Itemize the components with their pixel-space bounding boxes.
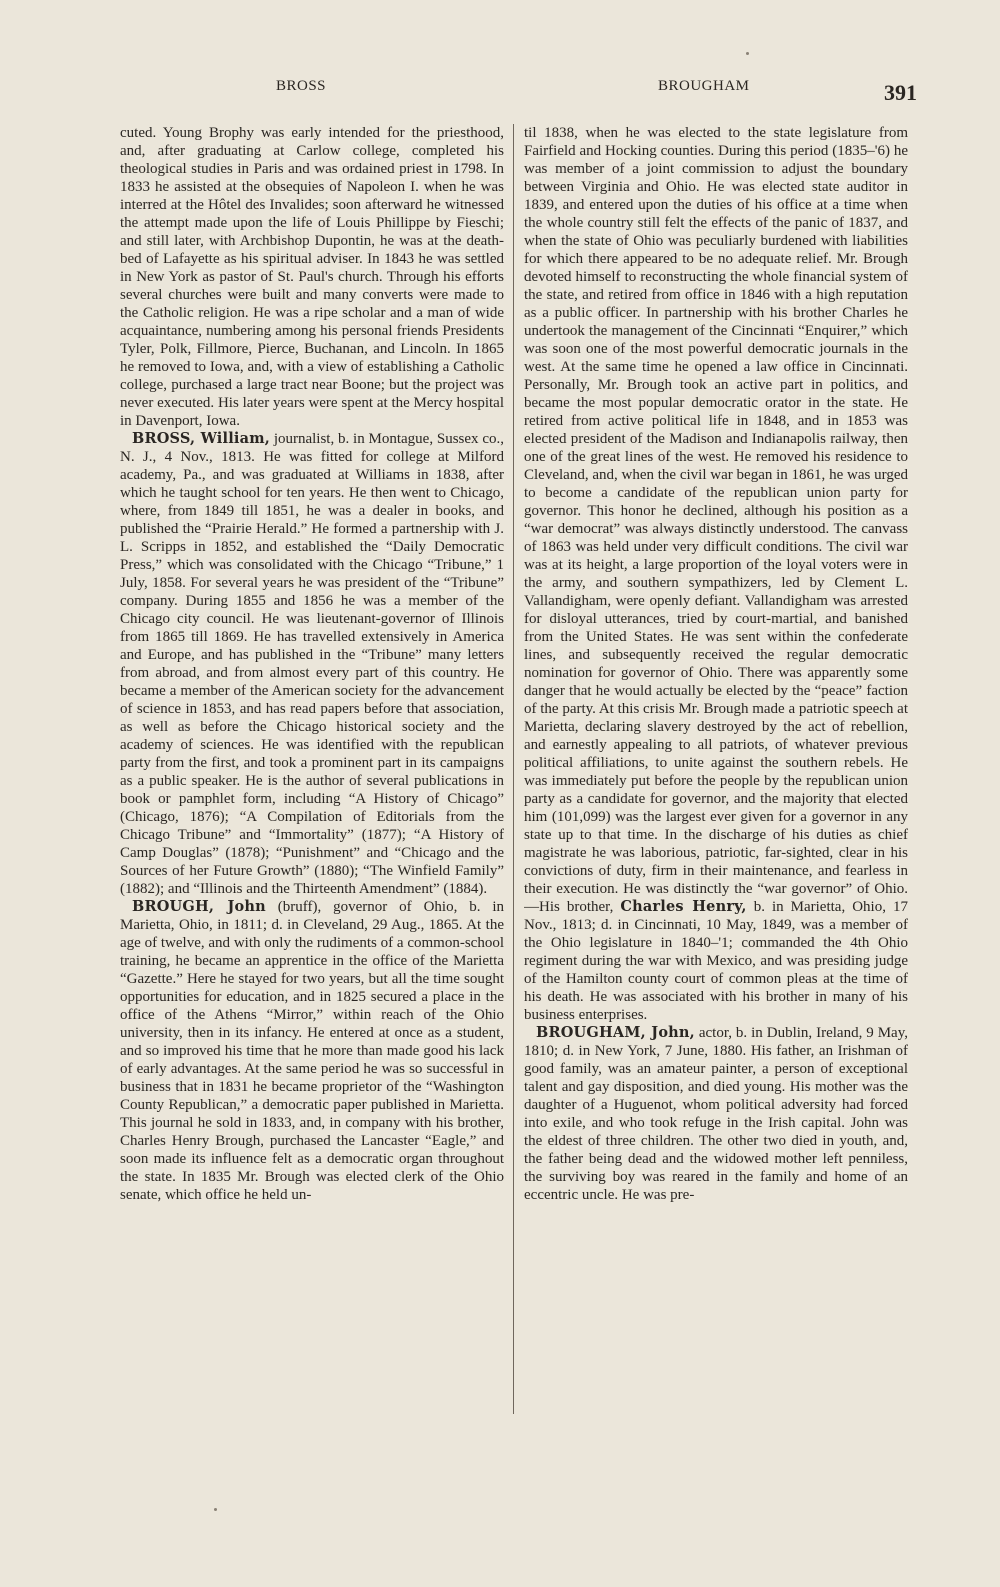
headword-charles-henry: Charles Henry, bbox=[620, 898, 747, 915]
headword-brougham: BROUGHAM, John, bbox=[536, 1024, 695, 1041]
left-column bbox=[120, 124, 504, 1439]
entry-brough-text: (bruff), governor of Ohio, b. in Marietta, Ohio, in 1811; d. in Cleveland, 29 Aug., 1865. At the age of twelve, and with only the rudiments of a common-school training, he became an apprentice in the office of the Marietta “Gazette.” Here he stayed for two years, but all the time sought opportunities for education, and in 1825 secured a place in the office of the Athens “Mirror,” within reach of the Ohio university, then in its infancy. He entered at once as a student, and so improved his time that he more than made good his lack of early advantages. At the same period he was so successful in business that in 1831 he became proprietor of the “Washington County Republican,” a democratic paper published in Marietta. This journal he sold in 1833, and, in company with his brother, Charles Henry Brough, purchased the Lancaster “Eagle,” and soon made its influence felt as a democratic organ throughout the state. In 1835 Mr. Brough was elected clerk of the Ohio senate, which office he held un- bbox=[120, 899, 504, 1203]
brough-continuation bbox=[524, 124, 908, 1024]
entry-brougham bbox=[524, 1024, 908, 1204]
paper-speck bbox=[214, 1508, 217, 1511]
running-head-left: BROSS bbox=[276, 78, 327, 94]
charles-henry-text: b. in Marietta, Ohio, 17 Nov., 1813; d. in Cincinnati, 10 May, 1849, was a member of the Ohio legislature in 1840–'1; commanded the 4th Ohio regiment during the war with Mexico, and was presiding judge of the Hamilton county court of common pleas at the time of his death. He was associated with his brother in many of his business enterprises. bbox=[524, 899, 908, 1023]
entry-brough bbox=[120, 898, 504, 1204]
brough-continuation-text: til 1838, when he was elected to the state legislature from Fairfield and Hocking counties. During this period (1835–'6) he was member of a joint commission to adjust the boundary between Virginia and Ohio. He was elected state auditor in 1839, and entered upon the duties of his office at a time when the whole country still felt the effects of the panic of 1837, and when the state of Ohio was peculiarly burdened with liabilities for which there appeared to be no adequate relief. Mr. Brough devoted himself to reconstructing the whole financial system of the state, and retired from office in 1846 with a high reputation as a public officer. In partnership with his brother Charles he undertook the management of the Cincinnati “Enquirer,” which was soon one of the most powerful democratic journals in the west. At the same time he opened a law office in Cincinnati. Personally, Mr. Brough took an active part in politics, and became the most popular democratic orator in the state. He retired from active political life in 1848, and in 1853 was elected president of the Madison and Indianapolis railway, then one of the great lines of the west. He removed his residence to Cleveland, and, when the civil war began in 1861, he was urged to become a candidate of the republican union party for governor. This honor he declined, although his position as a “war democrat” was always distinctly understood. The canvass of 1863 was held under very difficult conditions. The civil war was at its height, a large proportion of the loyal voters were in the army, and southern sympathizers, led by Clement L. Vallandigham, were openly defiant. Vallandigham was arrested for disloyal utterances, tried by court-martial, and banished from the United States. He was sent within the confederate lines, and subsequently received the regular democratic nomination for governor of Ohio. There was apparently some danger that he would actually be elected by the “peace” faction of the party. At this crisis Mr. Brough made a patriotic speech at Marietta, declaring slavery destroyed by the act of rebellion, and earnestly appealing to all patriots, of whatever previous political affiliations, to unite against the southern rebels. He was immediately put before the people by the republican union party as a candidate for governor, and the majority that elected him (101,099) was the largest ever given for a governor in any state up to that time. In the discharge of his duties as chief magistrate he was laborious, patriotic, far-sighted, clear in his convictions of duty, firm in their maintenance, and fearless in their execution. He was distinctly the “war governor” of Ohio.—His brother, bbox=[524, 125, 908, 915]
paper-speck bbox=[746, 52, 749, 55]
headword-brough: BROUGH, John bbox=[132, 898, 266, 915]
entry-bross-text: journalist, b. in Montague, Sussex co., N. J., 4 Nov., 1813. He was fitted for college at Milford academy, Pa., and was graduated at Williams in 1838, after which he taught school for ten years. He then went to Chicago, where, from 1849 till 1851, he was a dealer in books, and published the “Prairie Herald.” He formed a partnership with J. L. Scripps in 1852, and established the “Daily Democratic Press,” which was consolidated with the Chicago “Tribune,” 1 July, 1858. For several years he was president of the “Tribune” company. During 1855 and 1856 he was a member of the Chicago city council. He was lieutenant-governor of Illinois from 1865 till 1869. He has travelled extensively in America and Europe, and has published in the “Tribune” many letters from abroad, and from almost every part of this country. He became a member of the American society for the advancement of science in 1853, and has read papers before that association, as well as before the Chicago historical society and the academy of sciences. He was identified with the republican party from the first, and took a prominent part in its campaigns as a public speaker. He is the author of several publications in book or pamphlet form, including “A History of Chicago” (Chicago, 1876); “A Compilation of Editorials from the Chicago Tribune” and “Immortality” (1877); “A History of Camp Douglas” (1878); “Punishment” and “Chicago and the Sources of her Future Growth” (1880); “The Winfield Family” (1882); and “Illinois and the Thirteenth Amendment” (1884). bbox=[120, 431, 504, 897]
running-head-right: BROUGHAM bbox=[658, 78, 750, 94]
entry-brougham-text: actor, b. in Dublin, Ireland, 9 May, 1810; d. in New York, 7 June, 1880. His father, an Irishman of good family, was an amateur painter, a person of exceptional talent and gay disposition, and died young. His mother was the daughter of a Huguenot, whom political adversity had forced into exile, and who took refuge in the Irish capital. John was the eldest of three children. The other two died in youth, and, the father being dead and the widowed mother left penniless, the surviving boy was reared in the family and home of an eccentric uncle. He was pre- bbox=[524, 1025, 908, 1203]
entry-bross bbox=[120, 430, 504, 898]
page-number: 391 bbox=[884, 80, 917, 105]
headword-bross: BROSS, William, bbox=[132, 430, 271, 447]
column-divider bbox=[513, 124, 514, 1414]
brophy-continuation: cuted. Young Brophy was early intended for the priesthood, and, after graduating at Carlow college, completed his theological studies in Paris and was ordained priest in 1798. In 1833 he assisted at the obsequies of Napoleon I. when he was interred at the Hôtel des Invalides; soon afterward he witnessed the attempt made upon the life of Louis Phillippe by Fieschi; and still later, with Archbishop Dupontin, he was at the death-bed of Lafayette as his spiritual adviser. In 1843 he was settled in New York as pastor of St. Paul's church. Through his efforts several churches were built and many converts were made to the Catholic religion. He was a ripe scholar and a man of wide acquaintance, numbering among his personal friends Presidents Tyler, Polk, Fillmore, Pierce, Buchanan, and Lincoln. In 1865 he removed to Iowa, and, with a view of establishing a Catholic college, purchased a large tract near Boone; but the project was never executed. His later years were spent at the Mercy hospital in Davenport, Iowa. bbox=[120, 125, 504, 429]
right-column bbox=[524, 124, 908, 1439]
